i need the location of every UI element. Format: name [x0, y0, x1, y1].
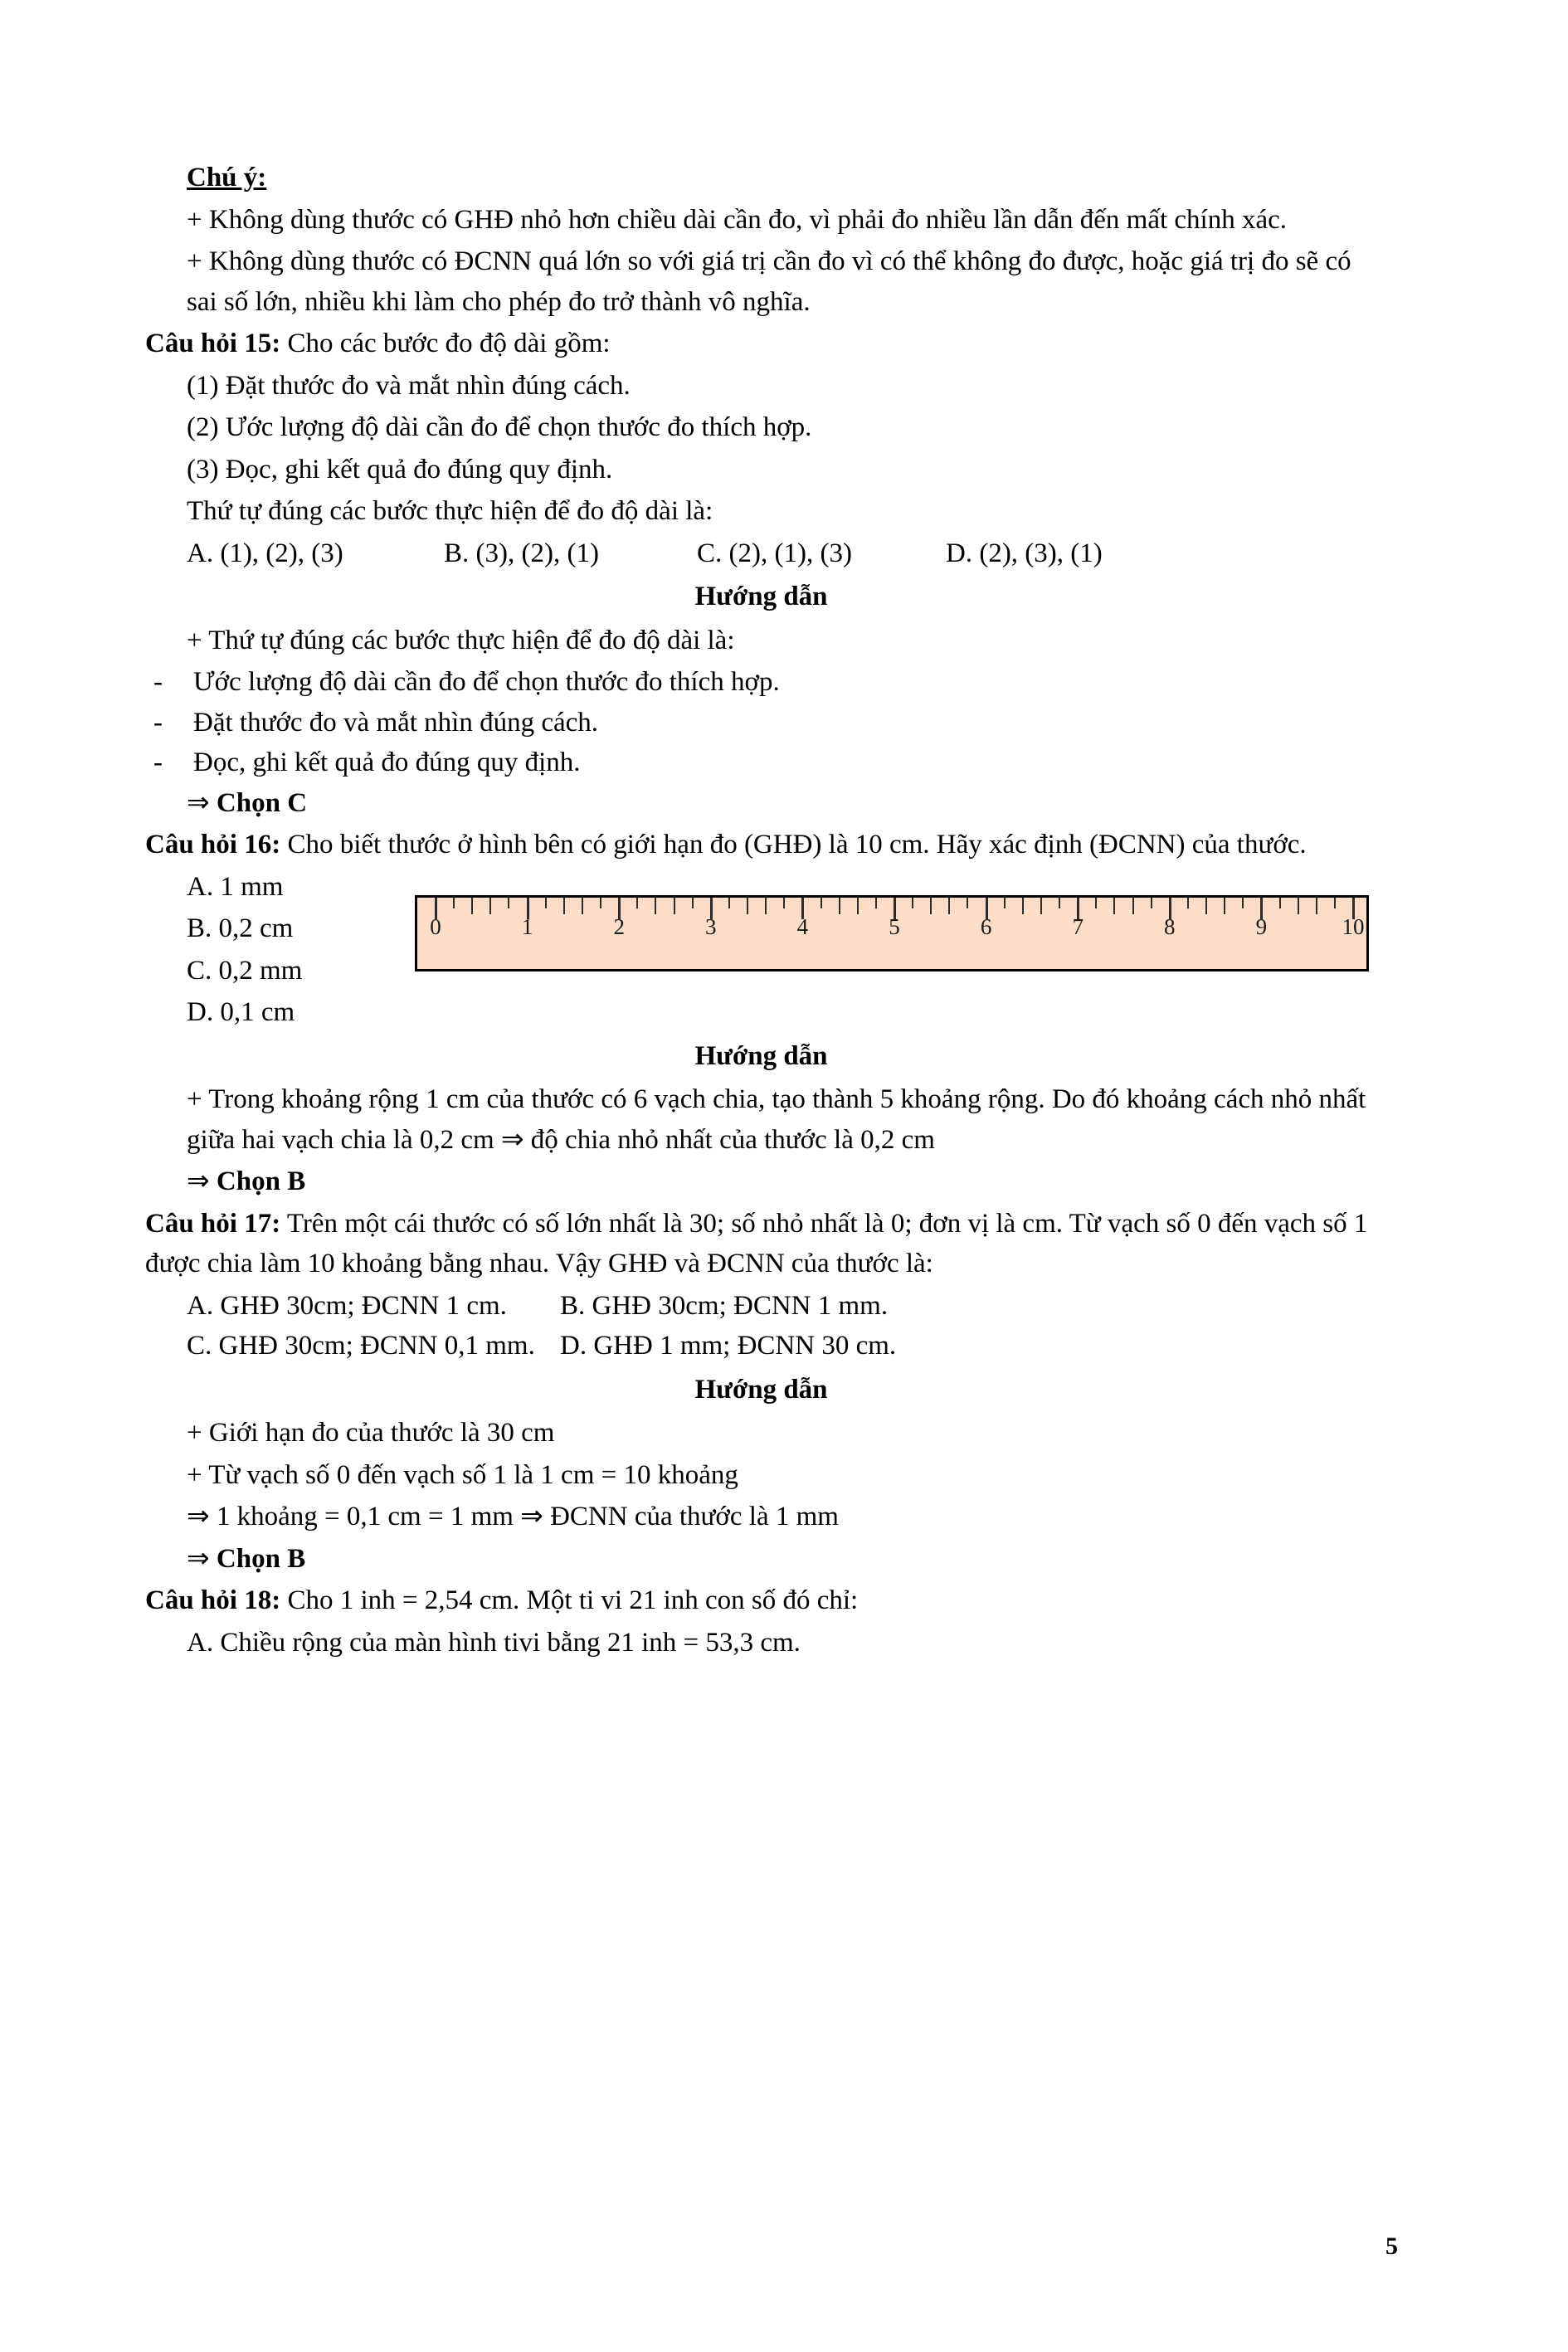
- question-16-guide-label: Hướng dẫn: [694, 1040, 828, 1071]
- question-15-choice-a[interactable]: A. (1), (2), (3): [187, 538, 343, 568]
- ruler-label: 4: [796, 913, 809, 939]
- question-18-choice-a[interactable]: A. Chiều rộng của màn hình tivi bằng 21 inh = 53,3 cm.: [187, 1627, 801, 1658]
- ruler-tick-minor: [1205, 898, 1207, 914]
- ruler-tick-minor: [783, 898, 785, 908]
- page-number: 5: [1385, 2233, 1398, 2260]
- question-15: [145, 324, 1377, 364]
- question-15-guide-item-1: [145, 662, 1377, 703]
- ruler-figure: [415, 895, 1369, 971]
- ruler-tick-minor: [674, 898, 675, 914]
- ruler-tick-minor: [1298, 898, 1299, 914]
- question-17-guide-line-2: + Từ vạch số 0 đến vạch số 1 là 1 cm = 10 khoảng: [187, 1459, 738, 1490]
- ruler-tick-minor: [508, 898, 509, 908]
- ruler-tick-minor: [563, 898, 565, 914]
- ruler-tick-minor: [839, 898, 840, 914]
- question-18-label: Câu hỏi 18:: [145, 1585, 281, 1615]
- ruler-tick-minor: [582, 898, 583, 914]
- ruler-label: 10: [1342, 913, 1365, 939]
- question-16-answer: [145, 1161, 1377, 1202]
- question-15-guide-label: Hướng dẫn: [694, 582, 828, 611]
- ruler-tick-minor: [545, 898, 547, 908]
- ruler-tick-minor: [948, 898, 950, 914]
- question-15-label: Câu hỏi 15:: [145, 329, 281, 358]
- ruler-tick-minor: [1187, 898, 1189, 908]
- arrow-glyph: ⇒: [187, 1543, 210, 1574]
- ruler-tick-minor: [1059, 898, 1060, 908]
- list-dash: -: [153, 707, 163, 738]
- note-heading: Chú ý:: [187, 163, 267, 192]
- list-dash: -: [153, 747, 163, 777]
- question-15-choices: [145, 533, 1377, 574]
- question-17-guide-label: Hướng dẫn: [694, 1374, 828, 1405]
- question-16-label: Câu hỏi 16:: [145, 830, 281, 859]
- question-18: [145, 1580, 1377, 1621]
- document-body: [145, 158, 1377, 1663]
- ruler-tick-minor: [1279, 898, 1281, 908]
- question-16-answer-text: Chọn B: [216, 1166, 306, 1196]
- question-17-choice-a[interactable]: A. GHĐ 30cm; ĐCNN 1 cm.: [187, 1290, 507, 1321]
- ruler-tick-minor: [821, 898, 822, 908]
- question-17-choice-b[interactable]: B. GHĐ 30cm; ĐCNN 1 mm.: [560, 1290, 889, 1321]
- ruler-label: 5: [889, 913, 900, 939]
- ruler-label: 3: [705, 913, 717, 939]
- question-16-choice-d[interactable]: D. 0,1 cm: [187, 997, 295, 1027]
- ruler-tick-minor: [747, 898, 748, 914]
- question-17-choices-row-1: [145, 1286, 1377, 1327]
- ruler-tick-minor: [1316, 898, 1317, 914]
- question-15-guide-item-3: [145, 743, 1377, 783]
- ruler-tick-minor: [1151, 898, 1152, 908]
- question-17-choice-d[interactable]: D. GHĐ 1 mm; ĐCNN 30 cm.: [560, 1331, 897, 1361]
- ruler-tick-minor: [728, 898, 730, 908]
- question-15-guide-item-1-text: Ước lượng độ dài cần đo để chọn thước đo thích hợp.: [193, 667, 780, 697]
- question-15-answer: [145, 783, 1377, 824]
- question-16-choice-a[interactable]: A. 1 mm: [187, 871, 284, 902]
- ruler-label: 1: [521, 913, 533, 939]
- ruler-tick-minor: [857, 898, 859, 914]
- ruler-tick-minor: [912, 898, 913, 908]
- ruler-tick-minor: [600, 898, 601, 908]
- ruler-tick-minor: [1113, 898, 1115, 914]
- ruler-tick-minor: [489, 898, 491, 914]
- ruler-label: 9: [1255, 913, 1268, 939]
- ruler-tick-minor: [692, 898, 694, 908]
- list-dash: -: [153, 667, 163, 697]
- ruler-label: 6: [980, 913, 992, 939]
- question-16-guide-line-1: + Trong khoảng rộng 1 cm của thước có 6 vạch chia, tạo thành 5 khoảng rộng. Do đó khoảng cách nhỏ nhất giữa hai vạch chia là 0,2 cm ⇒ độ chia nhỏ nhất của thước là 0,2 cm: [187, 1084, 1366, 1155]
- question-15-choice-b[interactable]: B. (3), (2), (1): [444, 538, 599, 568]
- ruler-label: 8: [1164, 913, 1176, 939]
- question-17-answer-text: Chọn B: [216, 1543, 306, 1574]
- ruler-tick-minor: [1040, 898, 1042, 914]
- question-17-choices-row-2: [145, 1326, 1377, 1366]
- question-17-guide-line-1: + Giới hạn đo của thước là 30 cm: [187, 1418, 555, 1448]
- note-line-1: + Không dùng thước có GHĐ nhỏ hơn chiều dài cần đo, vì phải đo nhiều lần dẫn đến mất chính xác.: [187, 204, 1288, 235]
- question-17-choice-c[interactable]: C. GHĐ 30cm; ĐCNN 0,1 mm.: [187, 1331, 535, 1361]
- ruler-tick-minor: [967, 898, 968, 908]
- ruler-label: 7: [1072, 913, 1083, 939]
- ruler-tick-minor: [655, 898, 656, 914]
- ruler-tick-minor: [453, 898, 455, 908]
- ruler-figure-wrap: [415, 895, 1369, 971]
- question-15-prompt: Thứ tự đúng các bước thực hiện để đo độ dài là:: [187, 496, 713, 526]
- question-15-guide-item-2-text: Đặt thước đo và mắt nhìn đúng cách.: [193, 707, 599, 738]
- ruler-tick-minor: [1224, 898, 1225, 914]
- question-15-guide-intro: + Thứ tự đúng các bước thực hiện để đo độ dài là:: [187, 625, 735, 655]
- question-15-step-2: (2) Ước lượng độ dài cần đo để chọn thước đo thích hợp.: [187, 412, 812, 442]
- ruler-tick-minor: [1242, 898, 1244, 908]
- ruler-tick-minor: [1132, 898, 1134, 914]
- question-17-label: Câu hỏi 17:: [145, 1208, 281, 1239]
- question-15-choice-c[interactable]: C. (2), (1), (3): [697, 538, 852, 568]
- question-16: [145, 825, 1377, 865]
- ruler-tick-minor: [875, 898, 877, 908]
- question-15-step-1: (1) Đặt thước đo và mắt nhìn đúng cách.: [187, 370, 631, 401]
- question-17-answer: [145, 1539, 1377, 1580]
- ruler-tick-minor: [471, 898, 473, 914]
- ruler-tick-minor: [1334, 898, 1336, 908]
- arrow-glyph: ⇒: [187, 787, 210, 818]
- question-15-guide-item-3-text: Đọc, ghi kết quả đo đúng quy định.: [193, 747, 581, 777]
- question-18-stem: Cho 1 inh = 2,54 cm. Một ti vi 21 inh con số đó chỉ:: [287, 1585, 859, 1615]
- note-line-2: + Không dùng thước có ĐCNN quá lớn so với giá trị cần đo vì có thể không đo được, hoặc giá trị đo sẽ có sai số lớn, nhiều khi làm cho phép đo trở thành vô nghĩa.: [187, 246, 1351, 317]
- question-17-stem: Trên một cái thước có số lớn nhất là 30; số nhỏ nhất là 0; đơn vị là cm. Từ vạch số 0 đến vạch số 1 được chia làm 10 khoảng bằng nhau. Vậy GHĐ và ĐCNN của thước là:: [145, 1208, 1368, 1278]
- question-15-step-3: (3) Đọc, ghi kết quả đo đúng quy định.: [187, 454, 613, 485]
- ruler-tick-minor: [930, 898, 932, 914]
- question-15-stem: Cho các bước đo độ dài gồm:: [287, 329, 611, 358]
- ruler-tick-minor: [765, 898, 767, 914]
- question-16-choice-c[interactable]: C. 0,2 mm: [187, 955, 303, 986]
- question-17: [145, 1204, 1377, 1284]
- question-17-guide-line-3: ⇒ 1 khoảng = 0,1 cm = 1 mm ⇒ ĐCNN của thước là 1 mm: [187, 1502, 839, 1531]
- question-15-choice-d[interactable]: D. (2), (3), (1): [946, 538, 1103, 568]
- ruler-tick-minor: [1004, 898, 1006, 908]
- question-16-stem: Cho biết thước ở hình bên có giới hạn đo (GHĐ) là 10 cm. Hãy xác định (ĐCNN) của thước.: [287, 830, 1307, 859]
- ruler-tick-minor: [1095, 898, 1097, 908]
- question-15-answer-text: Chọn C: [216, 787, 308, 818]
- arrow-glyph: ⇒: [187, 1166, 210, 1196]
- ruler-tick-minor: [636, 898, 638, 908]
- ruler-label: 2: [613, 913, 625, 939]
- ruler-tick-minor: [1022, 898, 1024, 914]
- question-15-guide-item-2: [145, 703, 1377, 743]
- question-16-choice-b[interactable]: B. 0,2 cm: [187, 913, 294, 943]
- ruler-label: 0: [430, 913, 441, 939]
